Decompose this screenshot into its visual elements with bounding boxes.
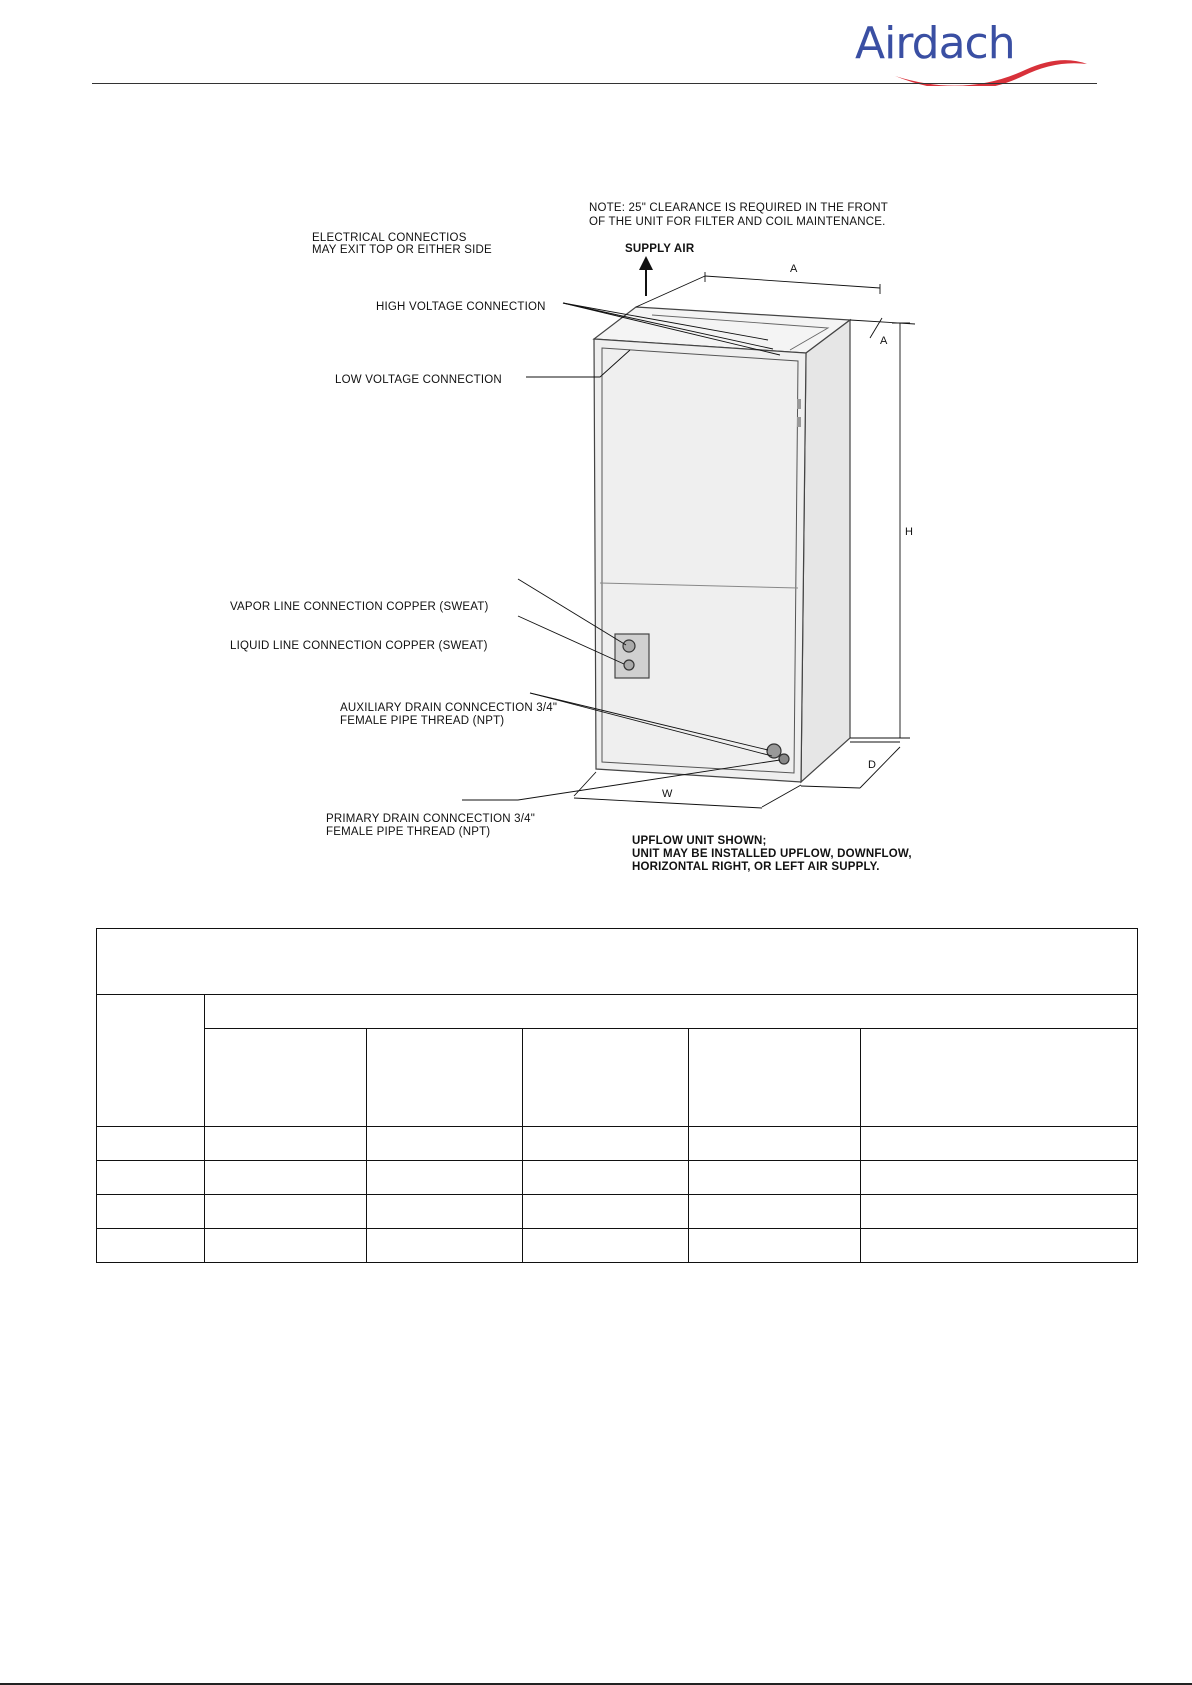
upflow-note-line2: UNIT MAY BE INSTALLED UPFLOW, DOWNFLOW, xyxy=(632,848,912,860)
vapor-line-label: VAPOR LINE CONNECTION COPPER (SWEAT) xyxy=(230,601,489,613)
electrical-note-line1: ELECTRICAL CONNECTIOS xyxy=(312,232,467,244)
logo-swoosh-icon xyxy=(855,14,1095,86)
clearance-note-line1: NOTE: 25" CLEARANCE IS REQUIRED IN THE FRONT xyxy=(589,202,888,214)
primary-drain-line1: PRIMARY DRAIN CONNCECTION 3/4" xyxy=(326,813,536,825)
aux-drain-line2: FEMALE PIPE THREAD (NPT) xyxy=(340,715,505,727)
table-subheader-row xyxy=(97,1029,1138,1127)
table-title-cell xyxy=(97,929,1138,995)
upflow-note-line1: UPFLOW UNIT SHOWN; xyxy=(632,835,767,847)
supply-air-label: SUPPLY AIR xyxy=(625,243,695,255)
upflow-note-line3: HORIZONTAL RIGHT, OR LEFT AIR SUPPLY. xyxy=(632,861,880,873)
table-row xyxy=(97,1127,1138,1161)
unit-diagram-svg xyxy=(200,190,960,880)
subheader-cell xyxy=(861,1029,1138,1127)
dim-a2-label: A xyxy=(880,335,888,347)
liquid-line-label: LIQUID LINE CONNECTION COPPER (SWEAT) xyxy=(230,640,488,652)
low-voltage-label: LOW VOLTAGE CONNECTION xyxy=(335,374,502,386)
supply-air-arrow-icon xyxy=(639,256,653,296)
table-row xyxy=(97,1229,1138,1263)
dim-d-label: D xyxy=(868,759,876,771)
cabinet xyxy=(594,307,850,782)
subheader-cell xyxy=(367,1029,523,1127)
model-header-cell xyxy=(97,995,205,1127)
table-header-row xyxy=(97,995,1138,1029)
dim-w-label: W xyxy=(662,788,673,800)
primary-drain-line2: FEMALE PIPE THREAD (NPT) xyxy=(326,826,491,838)
dim-a-label: A xyxy=(790,263,798,275)
subheader-cell xyxy=(205,1029,367,1127)
table-row xyxy=(97,1161,1138,1195)
header-rule xyxy=(92,83,1097,84)
table-title-row xyxy=(97,929,1138,995)
unit-diagram xyxy=(200,190,960,880)
logo-text: Airdach xyxy=(855,18,1015,69)
high-voltage-label: HIGH VOLTAGE CONNECTION xyxy=(376,301,546,313)
airdach-logo xyxy=(855,14,1095,86)
clearance-note-line2: OF THE UNIT FOR FILTER AND COIL MAINTENANCE. xyxy=(589,216,886,228)
subheader-cell xyxy=(523,1029,689,1127)
subheader-cell xyxy=(689,1029,861,1127)
dimensions-group-header-cell xyxy=(205,995,1138,1029)
table-row xyxy=(97,1195,1138,1229)
dim-h-label: H xyxy=(905,526,913,538)
dimensions-table xyxy=(96,928,1138,1263)
electrical-note-line2: MAY EXIT TOP OR EITHER SIDE xyxy=(312,244,492,256)
aux-drain-line1: AUXILIARY DRAIN CONNCECTION 3/4" xyxy=(340,702,558,714)
